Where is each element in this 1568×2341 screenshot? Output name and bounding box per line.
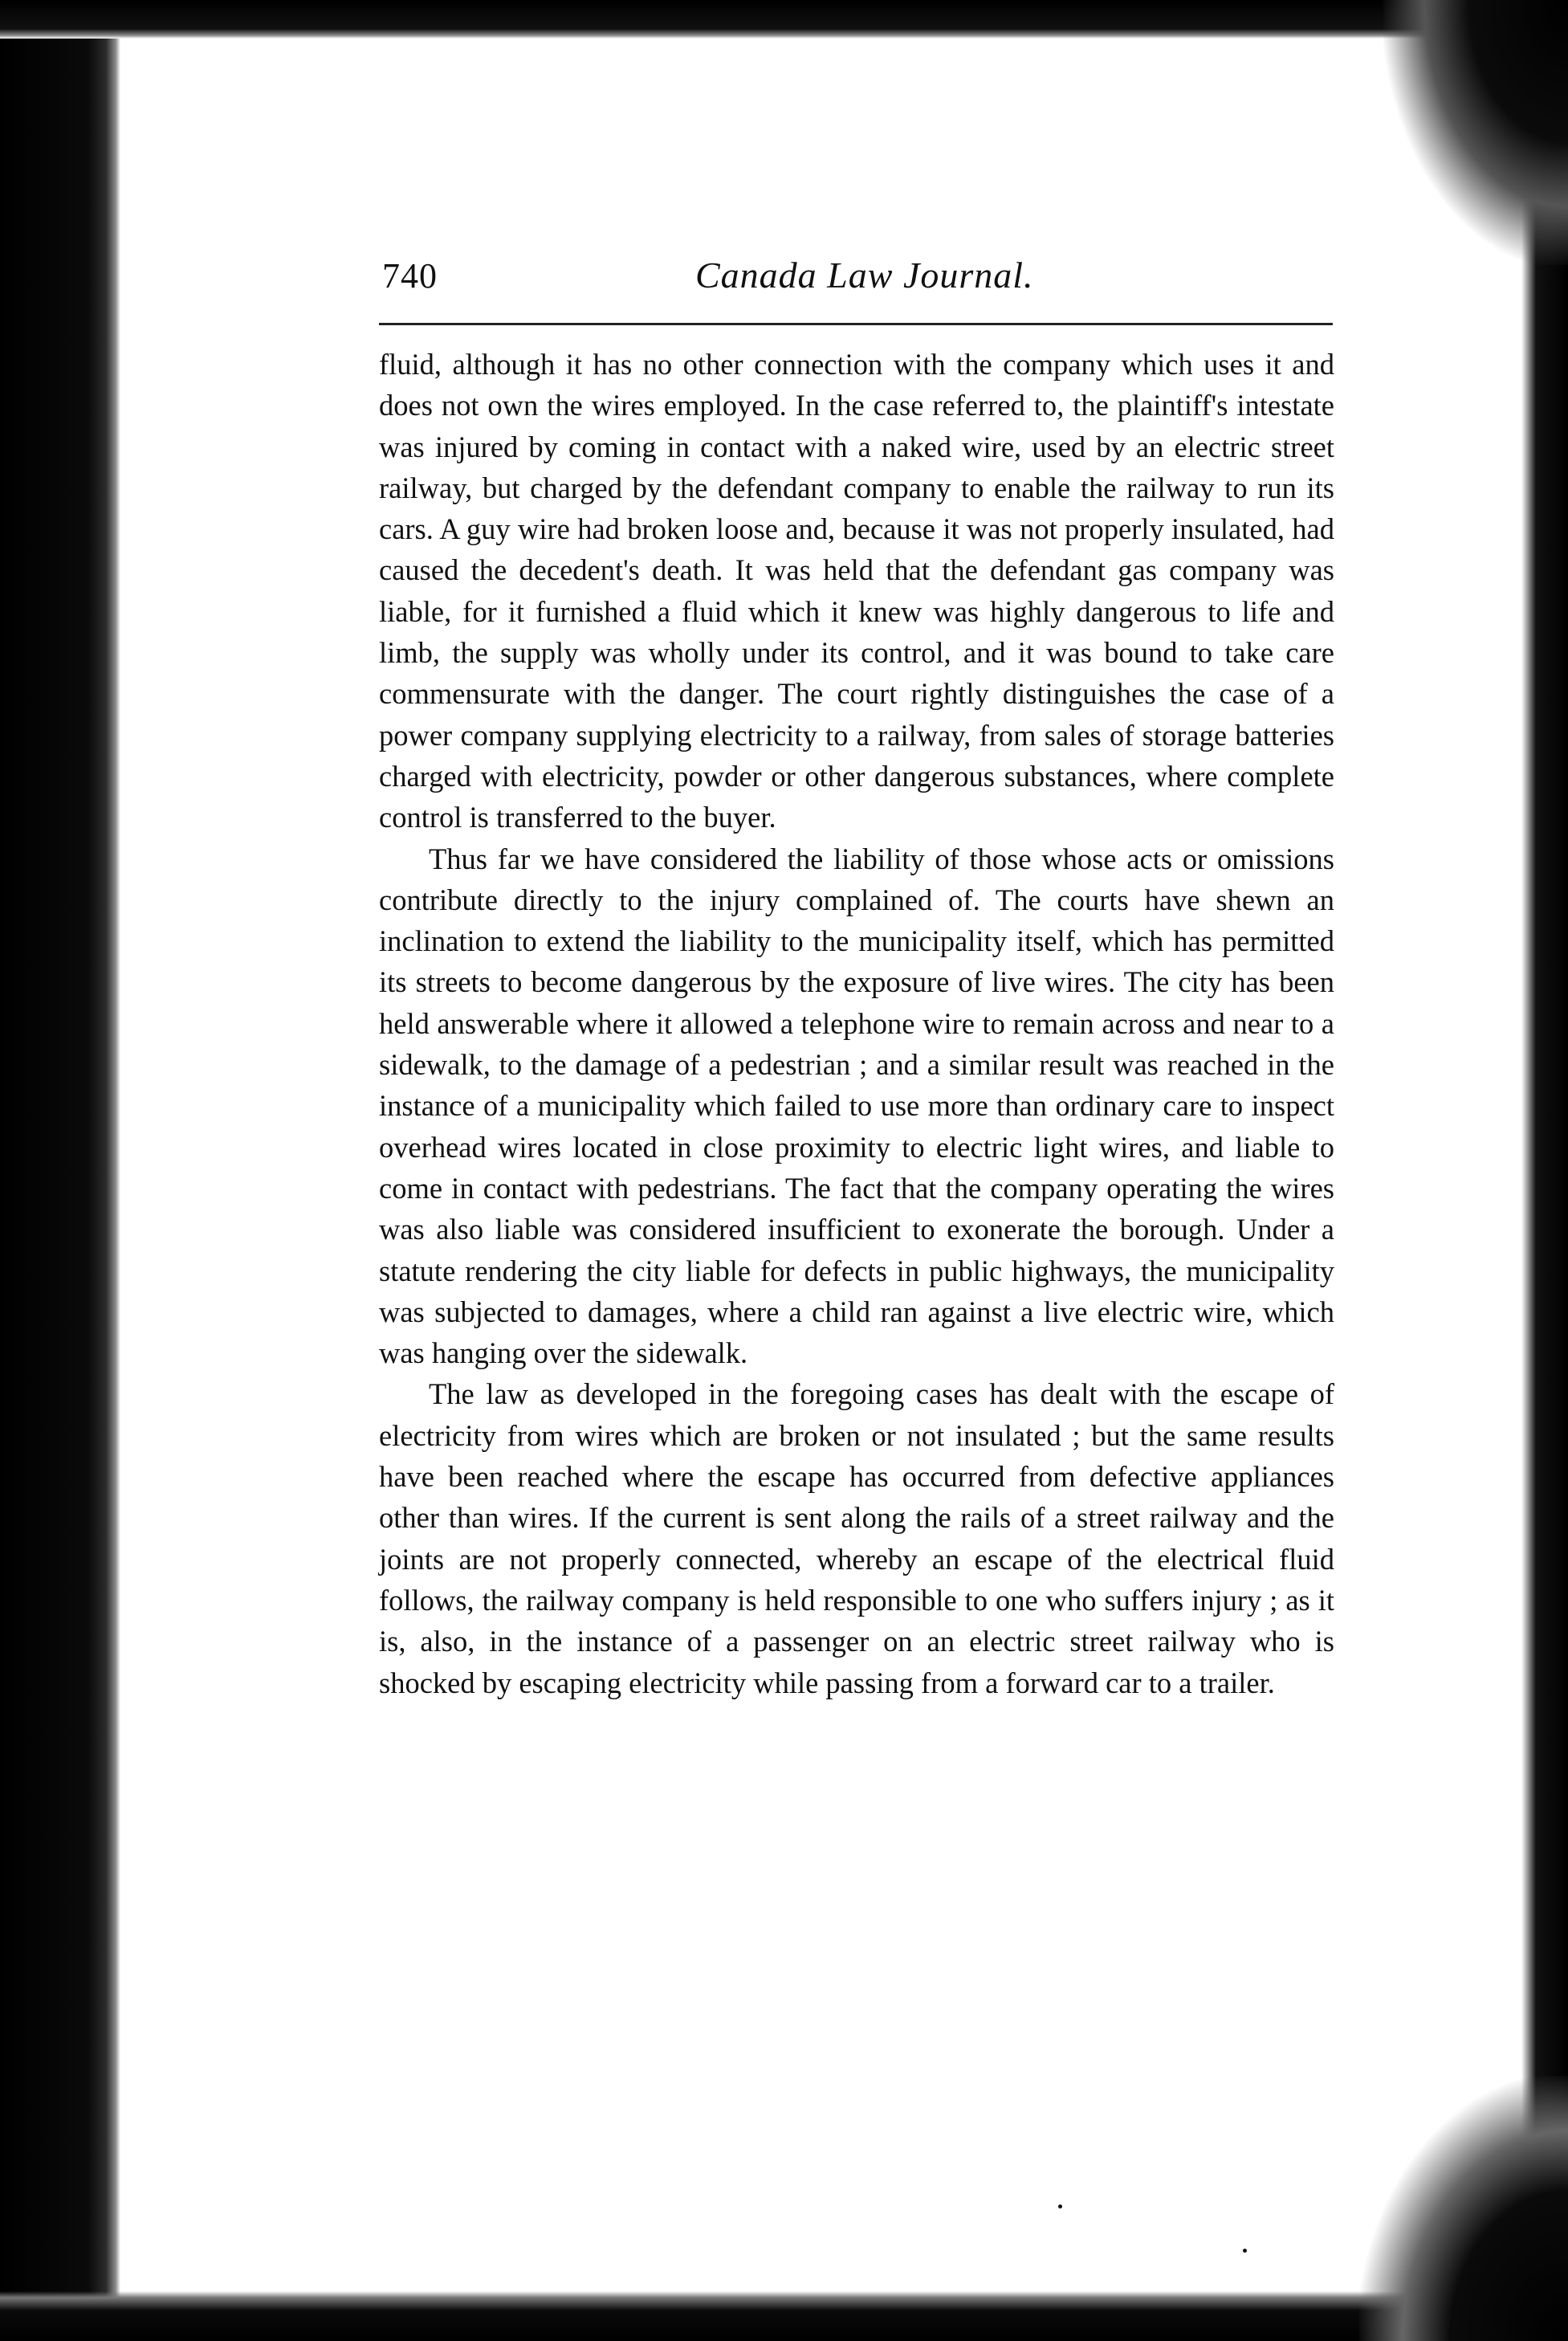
scan-speck bbox=[1058, 2204, 1062, 2208]
running-head bbox=[382, 255, 1330, 312]
book-binding-shadow bbox=[0, 0, 120, 2341]
header-rule bbox=[379, 323, 1333, 325]
journal-title: Canada Law Journal. bbox=[695, 255, 1034, 296]
paragraph: fluid, although it has no other connection with the company which uses it and does not own the wires employed. In the case referred to, the plaintiff's intestate was injured by coming in contact with a naked wire, used by an electric street railway, but charged by the defendant company to enable the railway to run its cars. A guy wire had broken loose and, because it was not properly insulated, had caused the decedent's death. It was held that the defendant gas company was liable, for it furnished a fluid which it knew was highly dangerous to life and limb, the supply was wholly under its control, and it was bound to take care commensurate with the danger. The court rightly distinguishes the case of a power company supplying electricity to a railway, from sales of storage batteries charged with electricity, powder or other dangerous substances, where complete control is transferred to the buyer. bbox=[379, 348, 1334, 834]
paragraph: The law as developed in the foregoing cases has dealt with the escape of electricity from wires which are broken or not insulated ; but the same results have been reached where the escape has occurred from defective appliances other than wires. If the current is sent along the rails of a street railway and the joints are not properly connected, whereby an escape of the electrical fluid follows, the railway company is held responsible to one who suffers injury ; as it is, also, in the instance of a passenger on an electric street railway who is shocked by escaping electricity while passing from a forward car to a trailer. bbox=[379, 1377, 1334, 1699]
article-body bbox=[379, 344, 1334, 1703]
bottom-right-corner-shadow bbox=[1359, 2076, 1568, 2341]
scan-speck bbox=[1243, 2249, 1247, 2253]
top-edge-shadow bbox=[0, 0, 1568, 39]
right-edge-shadow bbox=[1521, 0, 1568, 2341]
page-number: 740 bbox=[382, 256, 438, 296]
bottom-edge-shadow bbox=[0, 2291, 1568, 2341]
top-right-corner-shadow bbox=[1383, 0, 1568, 265]
paragraph: Thus far we have considered the liability of those whose acts or omissions contribute directly to the injury complained of. The courts have shewn an inclination to extend the liability to the municipality itself, which has permitted its streets to become dangerous by the exposure of live wires. The city has been held answerable where it allowed a telephone wire to remain across and near to a sidewalk, to the damage of a pedestrian ; and a similar result was reached in the instance of a municipality which failed to use more than ordinary care to inspect overhead wires located in close proximity to electric light wires, and liable to come in contact with pedestrians. The fact that the company operating the wires was also liable was considered insufficient to exonerate the borough. Under a statute rendering the city liable for defects in public highways, the municipality was subjected to damages, where a child ran against a live electric wire, which was hanging over the sidewalk. bbox=[379, 842, 1334, 1370]
